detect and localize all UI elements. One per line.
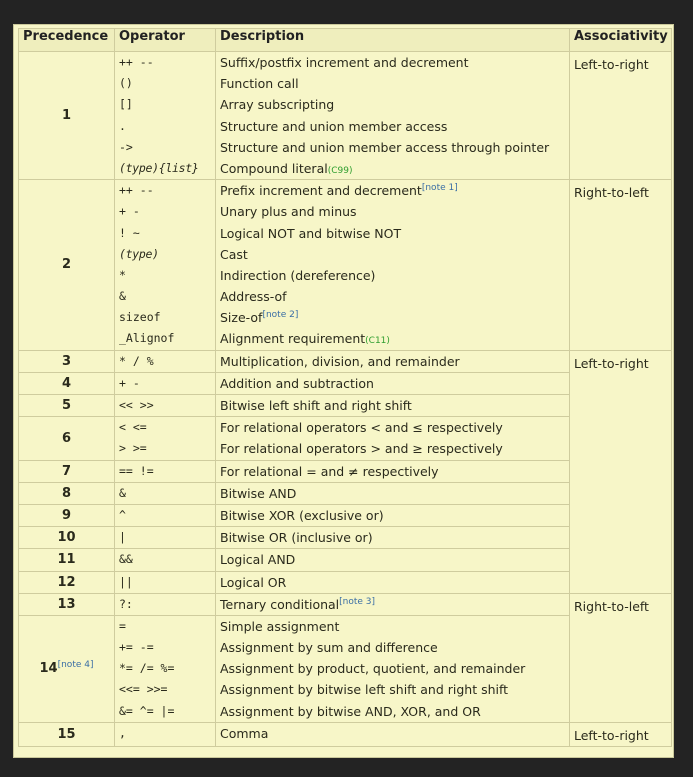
description-line (220, 679, 565, 700)
precedence-value: 5 (61, 398, 72, 414)
operator-symbol: [] (119, 97, 133, 112)
operator-cell (115, 52, 216, 180)
precedence-cell (19, 395, 115, 417)
precedence-value: 8 (61, 485, 72, 501)
operator-cell (115, 395, 216, 417)
description-text: Alignment requirement (220, 331, 366, 347)
operator-symbol: () (119, 76, 133, 91)
precedence-cell (19, 350, 115, 372)
precedence-value: 6 (61, 430, 72, 446)
operator-cell (115, 615, 216, 722)
precedence-cell (19, 417, 115, 460)
operator-symbol: sizeof (119, 310, 161, 325)
operator-symbol: == != (119, 463, 154, 478)
description-line (220, 265, 565, 286)
description-text: Assignment by bitwise left shift and right shift (220, 682, 509, 698)
associativity-value: Left-to-right (574, 355, 649, 371)
header-row (19, 29, 672, 52)
description-text: Prefix increment and decrement (220, 183, 422, 199)
description-line (220, 328, 565, 349)
precedence-value: 9 (61, 508, 72, 524)
description-text: For relational = and ≠ respectively (220, 463, 439, 479)
description-text: Suffix/postfix increment and decrement (220, 55, 469, 70)
description-text: Bitwise OR (inclusive or) (220, 530, 373, 546)
description-line (220, 438, 565, 459)
description-line (220, 158, 565, 179)
operator-cell (115, 417, 216, 460)
operator-symbol: ^ (119, 507, 126, 522)
description-text: Cast (220, 246, 248, 262)
operator-symbol: & (119, 485, 126, 500)
description-line (220, 483, 565, 504)
precedence-value: 15 (57, 726, 76, 742)
table-body (19, 52, 672, 747)
operator-symbol: ?: (119, 596, 133, 611)
precedence-cell (19, 593, 115, 615)
operator-cell (115, 504, 216, 526)
description-line (220, 137, 565, 158)
standard-badge[interactable]: (C11) (365, 336, 390, 347)
associativity-cell (570, 722, 672, 746)
precedence-cell (19, 180, 115, 351)
precedence-cell (19, 571, 115, 593)
associativity-value: Left-to-right (574, 57, 649, 72)
precedence-cell (19, 527, 115, 549)
operator-symbol: *= /= %= (119, 661, 175, 676)
description-text: Addition and subtraction (220, 375, 374, 391)
table-row (19, 180, 672, 351)
operator-symbol: &= ^= |= (119, 703, 175, 718)
operator-symbol: (type) (119, 246, 159, 261)
operator-cell (115, 350, 216, 372)
precedence-cell (19, 722, 115, 746)
precedence-value: 11 (57, 552, 76, 568)
operator-cell (115, 482, 216, 504)
description-line (220, 594, 565, 615)
description-cell (216, 460, 570, 482)
header-precedence: Precedence (19, 29, 115, 52)
operator-precedence-frame (13, 24, 674, 758)
operator-symbol: = (119, 618, 126, 633)
description-text: Function call (220, 76, 299, 92)
operator-symbol: + - (119, 204, 140, 219)
description-line (220, 461, 565, 482)
description-text: Assignment by bitwise AND, XOR, and OR (220, 703, 481, 719)
operator-cell (115, 180, 216, 351)
description-text: Assignment by product, quotient, and remainder (220, 661, 526, 677)
header-operator: Operator (115, 29, 216, 52)
description-line (220, 52, 565, 73)
description-text: Indirection (dereference) (220, 267, 376, 283)
precedence-cell (19, 482, 115, 504)
operator-cell (115, 372, 216, 394)
description-line (220, 616, 565, 637)
precedence-cell (19, 549, 115, 571)
operator-symbol: > >= (119, 441, 147, 456)
footnote-link[interactable]: [note 4] (57, 660, 94, 671)
operator-symbol: _Alignof (119, 331, 175, 346)
precedence-value: 13 (57, 596, 76, 612)
standard-badge[interactable]: (C99) (327, 165, 353, 176)
precedence-value: 2 (61, 257, 72, 273)
footnote-link[interactable]: [note 2] (262, 310, 299, 321)
description-text: Assignment by sum and difference (220, 640, 438, 656)
description-line (220, 73, 565, 94)
description-text: Bitwise XOR (exclusive or) (220, 507, 384, 523)
description-text: Compound literal (220, 160, 328, 176)
precedence-cell (19, 615, 115, 722)
operator-symbol: += -= (119, 640, 154, 655)
description-text: Size-of (220, 310, 263, 326)
description-text: Bitwise AND (220, 485, 297, 501)
precedence-value: 1 (61, 108, 72, 124)
description-line (220, 701, 565, 722)
precedence-value: 4 (61, 375, 72, 391)
description-text: Multiplication, division, and remainder (220, 353, 460, 369)
description-text: Logical OR (220, 574, 287, 590)
precedence-value: 12 (57, 574, 76, 590)
associativity-cell (570, 350, 672, 593)
description-line (220, 723, 565, 744)
description-text: For relational operators > and ≥ respectively (220, 441, 503, 457)
associativity-value: Left-to-right (574, 727, 649, 743)
operator-symbol: && (119, 552, 133, 567)
description-text: Bitwise left shift and right shift (220, 398, 412, 413)
table-row (19, 722, 672, 746)
description-cell (216, 180, 570, 351)
description-line (220, 94, 565, 115)
operator-symbol: (type){list} (119, 160, 199, 175)
associativity-value: Right-to-left (574, 185, 649, 201)
description-cell (216, 372, 570, 394)
operator-precedence-table (18, 28, 672, 747)
description-line (220, 116, 565, 137)
description-line (220, 351, 565, 372)
associativity-cell (570, 52, 672, 180)
description-line (220, 244, 565, 265)
description-line (220, 658, 565, 679)
operator-symbol: . (119, 118, 126, 133)
description-cell (216, 52, 570, 180)
operator-symbol: * (119, 267, 126, 282)
description-line (220, 307, 565, 328)
description-cell (216, 504, 570, 526)
description-line (220, 505, 565, 526)
precedence-cell (19, 504, 115, 526)
description-line (220, 637, 565, 658)
precedence-value: 14 (39, 661, 58, 677)
description-cell (216, 615, 570, 722)
table-row (19, 593, 672, 615)
operator-symbol: ++ -- (119, 183, 154, 198)
operator-symbol: * / % (119, 353, 154, 368)
precedence-value: 7 (61, 463, 72, 479)
operator-symbol: <<= >>= (119, 682, 168, 697)
description-cell (216, 417, 570, 460)
description-text: Unary plus and minus (220, 204, 357, 220)
description-text: For relational operators < and ≤ respectively (220, 420, 503, 436)
operator-symbol: || (119, 574, 133, 589)
description-text: Ternary conditional (220, 596, 340, 612)
associativity-value: Right-to-left (574, 598, 649, 614)
description-text: Simple assignment (220, 618, 340, 634)
description-text: Structure and union member access through pointer (220, 139, 550, 155)
description-line (220, 223, 565, 244)
operator-symbol: | (119, 530, 126, 545)
description-line (220, 572, 565, 593)
operator-symbol: << >> (119, 398, 154, 412)
description-line (220, 201, 565, 222)
operator-cell (115, 571, 216, 593)
description-line (220, 527, 565, 548)
operator-cell (115, 549, 216, 571)
description-cell (216, 350, 570, 372)
description-line (220, 395, 565, 416)
description-cell (216, 593, 570, 615)
description-text: Address-of (220, 289, 287, 305)
associativity-cell (570, 593, 672, 722)
operator-symbol: < <= (119, 420, 147, 435)
description-text: Array subscripting (220, 97, 335, 113)
table-row (19, 52, 672, 180)
description-cell (216, 527, 570, 549)
operator-symbol: & (119, 289, 126, 304)
description-line (220, 373, 565, 394)
associativity-cell (570, 180, 672, 351)
header-description: Description (216, 29, 570, 52)
description-cell (216, 571, 570, 593)
precedence-cell (19, 372, 115, 394)
precedence-value: 3 (61, 353, 72, 369)
description-text: Comma (220, 725, 269, 741)
description-cell (216, 395, 570, 417)
description-line (220, 549, 565, 570)
operator-cell (115, 722, 216, 746)
operator-symbol: , (119, 725, 126, 740)
precedence-cell (19, 52, 115, 180)
description-cell (216, 482, 570, 504)
precedence-value: 10 (57, 530, 76, 546)
description-cell (216, 549, 570, 571)
operator-symbol: -> (119, 139, 133, 154)
operator-cell (115, 460, 216, 482)
description-cell (216, 722, 570, 746)
table-row (19, 350, 672, 372)
operator-symbol: ++ -- (119, 55, 154, 69)
description-line (220, 180, 565, 201)
description-text: Logical NOT and bitwise NOT (220, 225, 402, 241)
footnote-link[interactable]: [note 3] (339, 596, 376, 607)
operator-cell (115, 527, 216, 549)
description-text: Logical AND (220, 552, 296, 568)
description-text: Structure and union member access (220, 118, 448, 134)
operator-symbol: ! ~ (119, 225, 140, 240)
operator-symbol: + - (119, 375, 140, 390)
description-line (220, 286, 565, 307)
operator-cell (115, 593, 216, 615)
header-associativity: Associativity (570, 29, 672, 52)
description-line (220, 417, 565, 438)
precedence-cell (19, 460, 115, 482)
footnote-link[interactable]: [note 1] (421, 183, 458, 194)
